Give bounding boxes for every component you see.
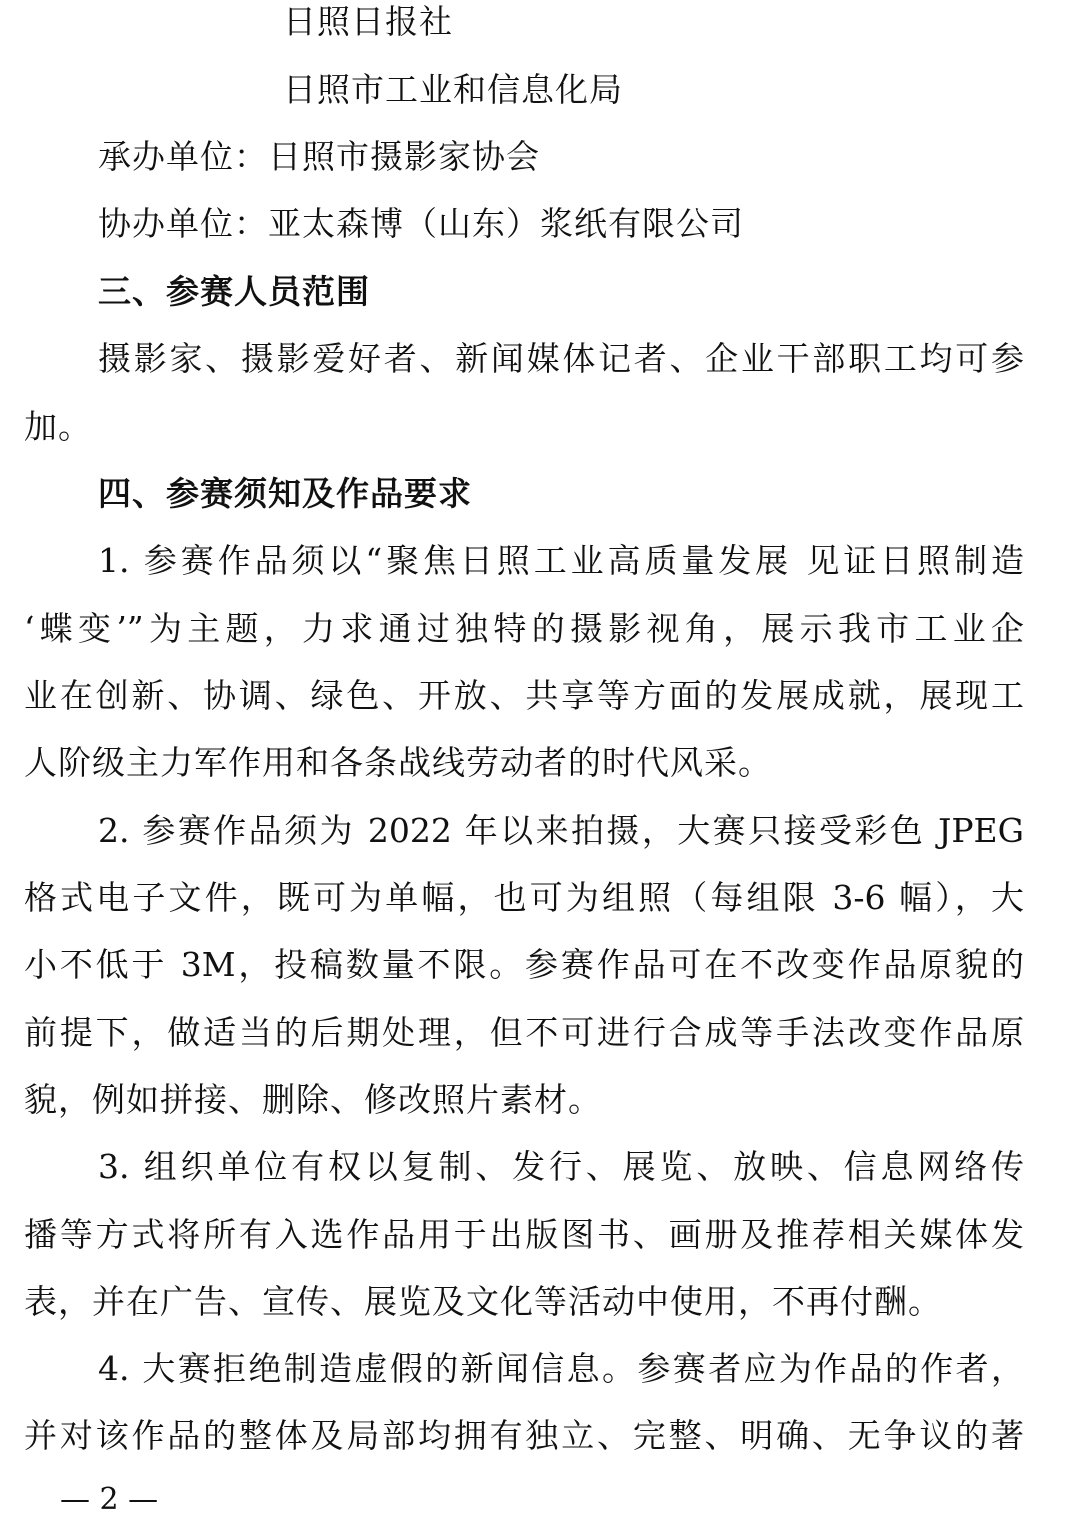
paragraph-line: 4. 大赛拒绝制造虚假的新闻信息。参赛者应为作品的作者， xyxy=(98,1349,1024,1388)
paragraph-line: 前提下，做适当的后期处理，但不可进行合成等手法改变作品原 xyxy=(24,1013,1024,1052)
assistant-line: 协办单位：亚太森博（山东）浆纸有限公司 xyxy=(98,204,744,243)
section-heading: 四、参赛须知及作品要求 xyxy=(98,474,472,513)
paragraph-line: 摄影家、摄影爱好者、新闻媒体记者、企业干部职工均可参 xyxy=(98,339,1024,378)
paragraph-line: 1. 参赛作品须以“聚焦日照工业高质量发展 见证日照制造 xyxy=(98,541,1024,580)
co-organizer-line: 日照市工业和信息化局 xyxy=(283,70,623,109)
paragraph-line: 小不低于 3M，投稿数量不限。参赛作品可在不改变作品原貌的 xyxy=(24,945,1024,984)
paragraph-line: 加。 xyxy=(24,407,92,446)
paragraph-line: 格式电子文件，既可为单幅，也可为组照（每组限 3-6 幅），大 xyxy=(24,878,1024,917)
co-organizer-line: 日照日报社 xyxy=(283,2,453,41)
paragraph-line: 人阶级主力军作用和各条战线劳动者的时代风采。 xyxy=(24,743,772,782)
undertaker-line: 承办单位：日照市摄影家协会 xyxy=(98,137,540,176)
paragraph-line: 并对该作品的整体及局部均拥有独立、完整、明确、无争议的著 xyxy=(24,1416,1024,1455)
paragraph-line: ‘蝶变’”为主题，力求通过独特的摄影视角，展示我市工业企 xyxy=(24,609,1024,648)
paragraph-line: 2. 参赛作品须为 2022 年以来拍摄，大赛只接受彩色 JPEG xyxy=(98,811,1024,850)
paragraph-line: 貌，例如拼接、删除、修改照片素材。 xyxy=(24,1080,602,1119)
paragraph-line: 业在创新、协调、绿色、开放、共享等方面的发展成就，展现工 xyxy=(24,676,1024,715)
paragraph-line: 播等方式将所有入选作品用于出版图书、画册及推荐相关媒体发 xyxy=(24,1215,1024,1254)
page-number: — 2 — xyxy=(60,1482,159,1517)
section-heading: 三、参赛人员范围 xyxy=(98,272,370,311)
paragraph-line: 3. 组织单位有权以复制、发行、展览、放映、信息网络传 xyxy=(98,1147,1024,1186)
paragraph-line: 表，并在广告、宣传、展览及文化等活动中使用，不再付酬。 xyxy=(24,1282,942,1321)
